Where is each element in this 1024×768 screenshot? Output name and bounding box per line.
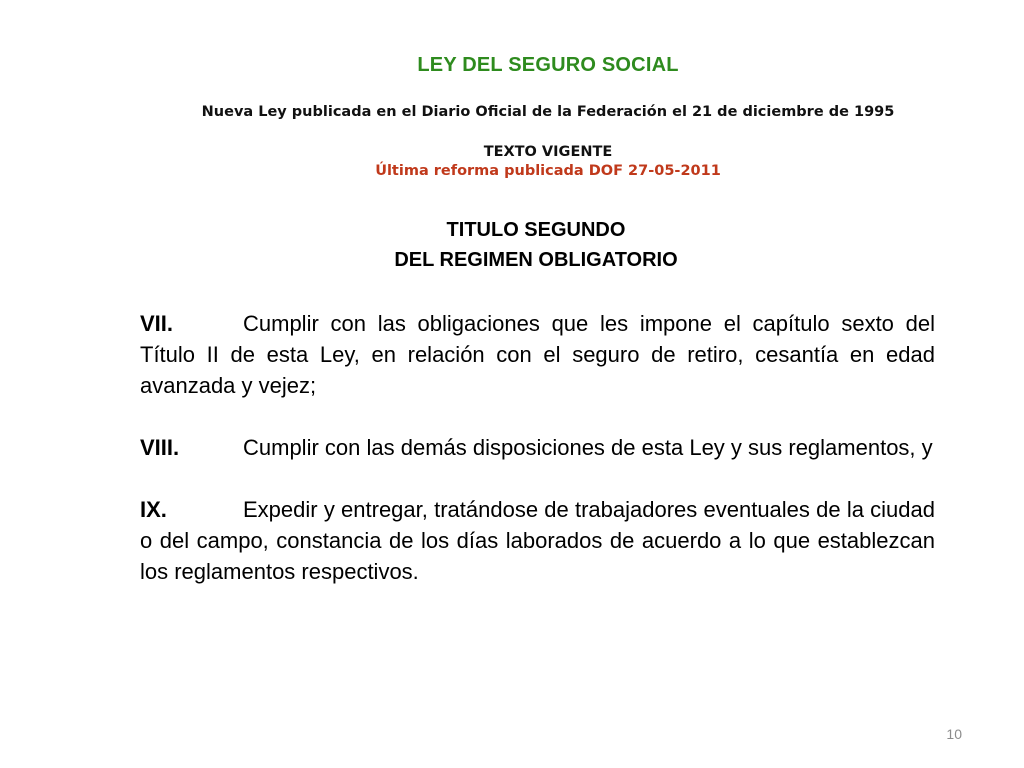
item-number: VII. <box>140 311 174 336</box>
item-text: Expedir y entregar, tratándose de trabajadores eventuales de la ciudad o del campo, constancia de los días laborados de acuerdo a lo que establezcan los reglamentos respectivos. <box>140 497 935 584</box>
section-title-line2: DEL REGIMEN OBLIGATORIO <box>394 249 678 271</box>
law-title: LEY DEL SEGURO SOCIAL <box>417 54 679 76</box>
item-number: IX. <box>140 497 167 522</box>
body-text <box>140 308 935 618</box>
list-item-viii <box>140 432 935 463</box>
section-title <box>0 215 1024 275</box>
page-number: 10 <box>946 726 962 742</box>
list-item-ix <box>140 494 935 587</box>
item-text: Cumplir con las obligaciones que les impone el capítulo sexto del Título II de esta Ley, en relación con el seguro de retiro, cesantía en edad avanzada y vejez; <box>140 311 935 398</box>
last-reform-label: Última reforma publicada DOF 27-05-2011 <box>375 163 721 179</box>
section-title-line1: TITULO SEGUNDO <box>446 219 626 241</box>
item-text: Cumplir con las demás disposiciones de esta Ley y sus reglamentos, y <box>243 435 933 460</box>
item-number: VIII. <box>140 435 180 460</box>
status-label: TEXTO VIGENTE <box>483 144 613 160</box>
list-item-vii <box>140 308 935 401</box>
publication-note: Nueva Ley publicada en el Diario Oficial de la Federación el 21 de diciembre de 1995 <box>201 104 895 120</box>
